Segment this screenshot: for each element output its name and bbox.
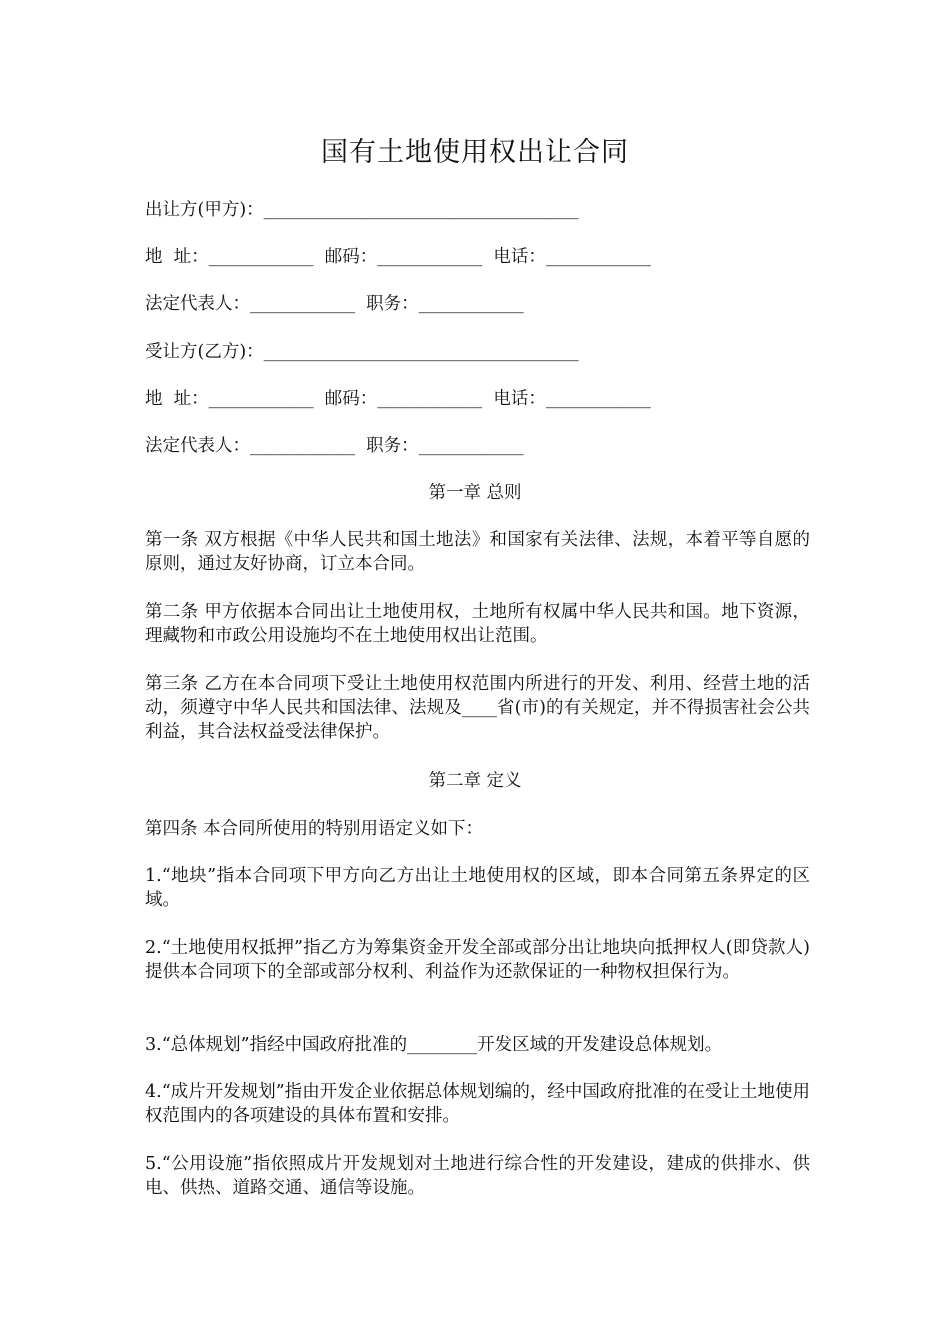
- party-a-position-blank: ____________: [418, 294, 524, 314]
- party-a-zip-blank: ____________: [377, 247, 483, 267]
- party-a-line: [145, 198, 579, 222]
- party-a-contact-line: [145, 245, 651, 269]
- article-1: 第一条 双方根据《中华人民共和国土地法》和国家有关法律、法规，本着平等自愿的原则，通过友好协商，订立本合同。: [145, 530, 810, 574]
- chapter-1-heading: 第一章 总则: [428, 483, 522, 503]
- party-a-blank: ____________________________________: [263, 200, 579, 220]
- party-b-rep-line: [145, 434, 524, 458]
- party-b-rep-blank: ____________: [250, 436, 355, 456]
- party-b-address-label: 地 址：: [145, 389, 209, 409]
- party-b-tel-blank: ____________: [545, 389, 651, 409]
- definition-5: 5.“公用设施”指依照成片开发规划对土地进行综合性的开发建设，建成的供排水、供电、供热、道路交通、通信等设施。: [145, 1154, 810, 1198]
- party-a-tel-label: 电话：: [493, 247, 546, 267]
- party-b-label: 受让方(乙方)：: [145, 342, 264, 362]
- party-b-line: [145, 340, 579, 364]
- party-a-tel-blank: ____________: [545, 247, 651, 267]
- article-3: 第三条 乙方在本合同项下受让土地使用权范围内所进行的开发、利用、经营土地的活动，须遵守中华人民共和国法律、法规及____省(市)的有关规定，并不得损害社会公共利益，其合法权益受法律保护。: [145, 674, 810, 742]
- party-a-rep-line: [145, 292, 524, 316]
- party-b-position-label: 职务：: [366, 436, 419, 456]
- party-a-label: 出让方(甲方)：: [145, 200, 264, 220]
- party-b-blank: ____________________________________: [263, 342, 579, 362]
- chapter-2-heading: 第二章 定义: [428, 771, 522, 791]
- party-a-rep-blank: ____________: [250, 294, 355, 314]
- party-a-zip-label: 邮码：: [324, 247, 378, 267]
- party-a-rep-label: 法定代表人：: [145, 294, 250, 314]
- article-2: 第二条 甲方依据本合同出让土地使用权，土地所有权属中华人民共和国。地下资源，理藏物和市政公用设施均不在土地使用权出让范围。: [145, 602, 810, 646]
- party-b-position-blank: ____________: [418, 436, 524, 456]
- party-b-zip-blank: ____________: [377, 389, 483, 409]
- party-a-address-blank: ____________: [208, 247, 314, 267]
- party-b-address-blank: ____________: [208, 389, 314, 409]
- party-b-tel-label: 电话：: [493, 389, 546, 409]
- definition-1: 1.“地块”指本合同项下甲方向乙方出让土地使用权的区域，即本合同第五条界定的区域。: [145, 866, 810, 910]
- article-4: 第四条 本合同所使用的特别用语定义如下：: [145, 819, 484, 839]
- definition-2: 2.“土地使用权抵押”指乙方为筹集资金开发全部或部分出让地块向抵押权人(即贷款人)提供本合同项下的全部或部分权利、利益作为还款保证的一种物权担保行为。: [145, 938, 810, 982]
- party-b-contact-line: [145, 387, 651, 411]
- party-b-zip-label: 邮码：: [324, 389, 378, 409]
- document-title: 国有土地使用权出让合同: [321, 137, 629, 168]
- party-a-address-label: 地 址：: [145, 247, 209, 267]
- definition-3: 3.“总体规划”指经中国政府批准的________开发区域的开发建设总体规划。: [145, 1035, 723, 1055]
- party-b-rep-label: 法定代表人：: [145, 436, 250, 456]
- party-a-position-label: 职务：: [366, 294, 419, 314]
- definition-4: 4.“成片开发规划”指由开发企业依据总体规划编的，经中国政府批准的在受让土地使用权范围内的各项建设的具体布置和安排。: [145, 1082, 810, 1126]
